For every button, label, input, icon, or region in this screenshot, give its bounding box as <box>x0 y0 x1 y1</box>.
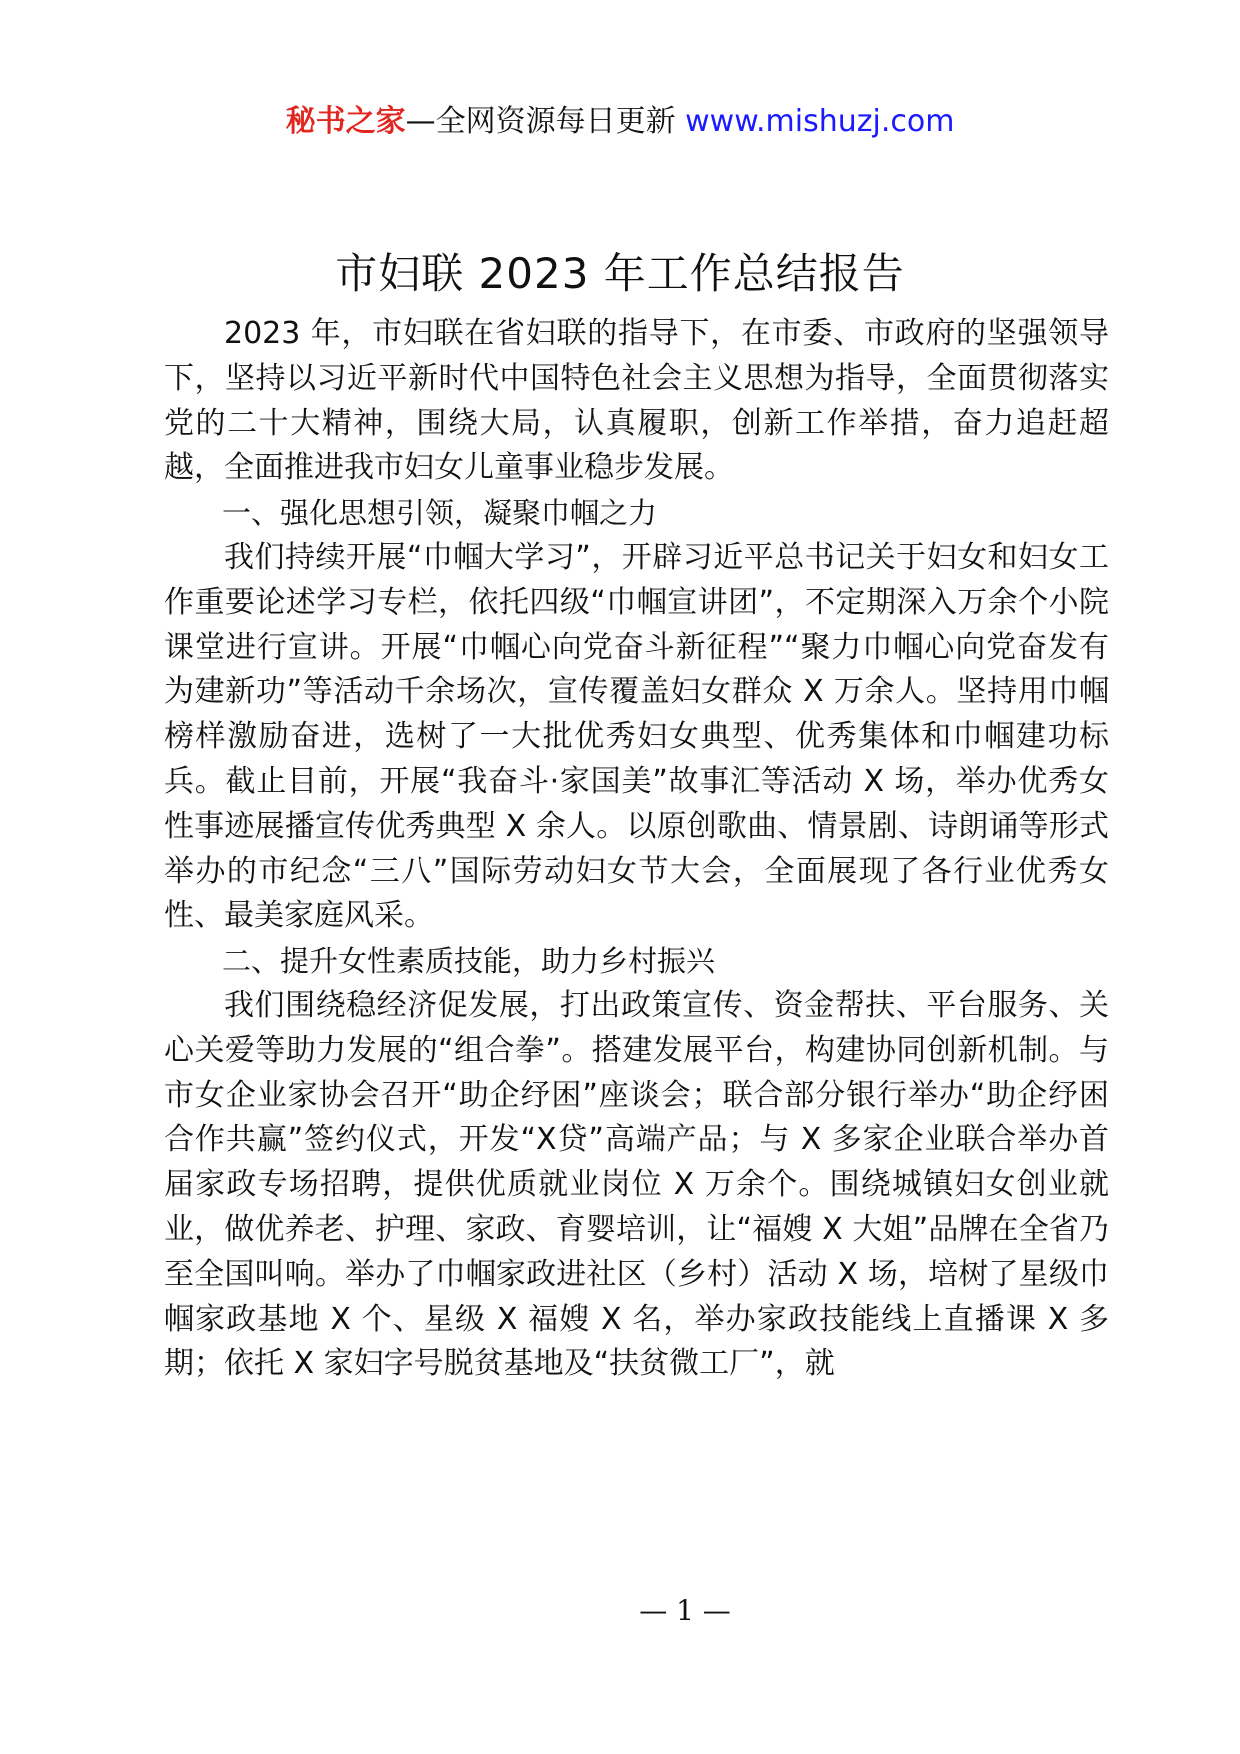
site-banner <box>0 100 1240 144</box>
banner-slogan: —全网资源每日更新 <box>405 104 686 139</box>
document-body <box>164 312 1109 1387</box>
document-title: 市妇联 2023 年工作总结报告 <box>335 249 905 298</box>
intro-paragraph: 2023 年，市妇联在省妇联的指导下，在市委、市政府的坚强领导下，坚持以习近平新时代中国特色社会主义思想为指导，全面贯彻落实党的二十大精神，围绕大局，认真履职，创新工作举措，奋力追赶超越，全面推进我市妇女儿童事业稳步发展。 <box>164 316 1109 486</box>
banner-website-link[interactable]: www.mishuzj.com <box>685 104 955 139</box>
section-1-paragraph: 我们持续开展“巾帼大学习”，开辟习近平总书记关于妇女和妇女工作重要论述学习专栏，依托四级“巾帼宣讲团”，不定期深入万余个小院课堂进行宣讲。开展“巾帼心向党奋斗新征程”“聚力巾帼心向党奋发有为建新功”等活动千余场次，宣传覆盖妇女群众 X 万余人。坚持用巾帼榜样激励奋进，选树了一大批优秀妇女典型、优秀集体和巾帼建功标兵。截止目前，开展“我奋斗·家国美”故事汇等活动 X 场，举办优秀女性事迹展播宣传优秀典型 X 余人。以原创歌曲、情景剧、诗朗诵等形式举办的市纪念“三八”国际劳动妇女节大会，全面展现了各行业优秀女性、最美家庭风采。 <box>164 539 1109 934</box>
section-2-heading: 二、提升女性素质技能，助力乡村振兴 <box>222 944 716 979</box>
section-2-paragraph: 我们围绕稳经济促发展，打出政策宣传、资金帮扶、平台服务、关心关爱等助力发展的“组合拳”。搭建发展平台，构建协同创新机制。与市女企业家协会召开“助企纾困”座谈会；联合部分银行举办“助企纾困合作共赢”签约仪式，开发“X贷”高端产品；与 X 多家企业联合举办首届家政专场招聘，提供优质就业岗位 X 万余个。围绕城镇妇女创业就业，做优养老、护理、家政、育婴培训，让“福嫂 X 大姐”品牌在全省乃至全国叫响。举办了巾帼家政进社区（乡村）活动 X 场，培树了星级巾帼家政基地 X 个、星级 X 福嫂 X 名，举办家政技能线上直播课 X 多期；依托 X 家妇字号脱贫基地及“扶贫微工厂”，就 <box>164 987 1109 1382</box>
banner-brand: 秘书之家 <box>285 104 406 139</box>
section-1-heading: 一、强化思想引领，凝聚巾帼之力 <box>222 496 658 531</box>
page-number: — 1 — <box>639 1594 731 1627</box>
